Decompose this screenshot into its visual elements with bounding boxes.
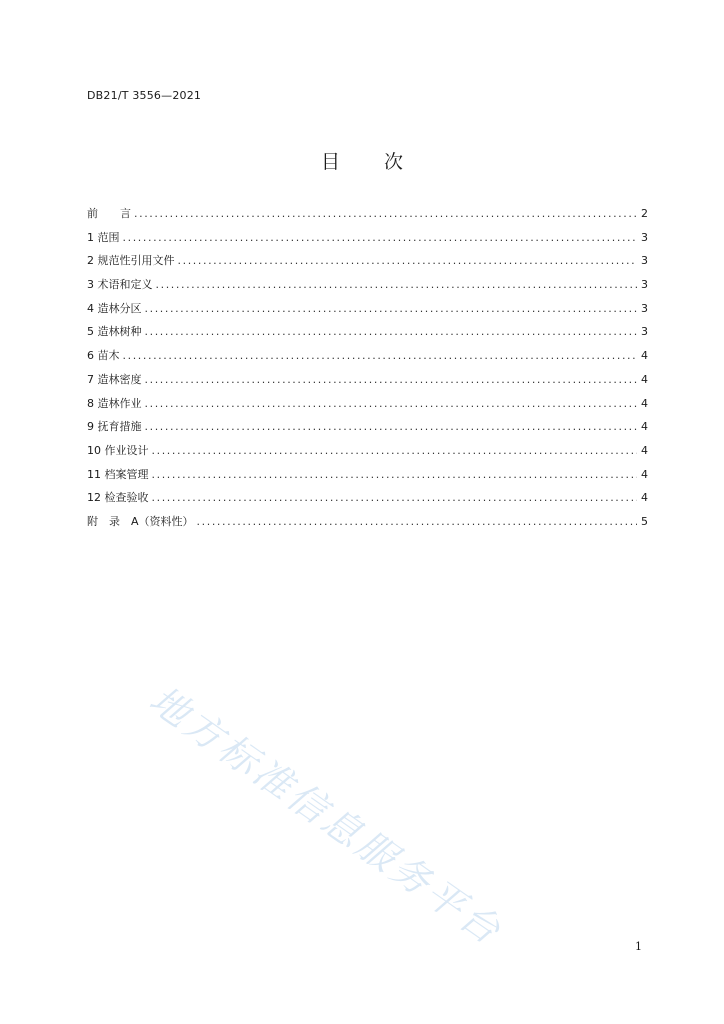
toc-entry-seedlings[interactable] xyxy=(87,344,648,368)
toc-entry-afforestation-zoning[interactable] xyxy=(87,297,648,321)
dot-leader xyxy=(123,344,638,368)
toc-label: 2 规范性引用文件 xyxy=(87,254,175,268)
page-number: 1 xyxy=(635,940,642,953)
title-char-2: 次 xyxy=(384,151,404,173)
toc-entry-operation-design[interactable] xyxy=(87,439,648,463)
toc-label: 5 造林树种 xyxy=(87,325,142,339)
dot-leader xyxy=(152,439,638,463)
toc-entry-afforestation-operation[interactable] xyxy=(87,392,648,416)
document-id: DB21/T 3556—2021 xyxy=(87,89,202,102)
watermark: 地方标准信息服务平台 xyxy=(141,677,511,955)
toc-entry-inspection-acceptance[interactable] xyxy=(87,486,648,510)
toc-label: 9 抚育措施 xyxy=(87,420,142,434)
dot-leader xyxy=(178,249,638,273)
toc-label: 10 作业设计 xyxy=(87,443,149,457)
toc-page-number: 5 xyxy=(641,514,648,528)
dot-leader xyxy=(152,463,638,487)
toc-page-number: 4 xyxy=(641,372,648,386)
toc-page-number: 3 xyxy=(641,278,648,292)
dot-leader xyxy=(145,320,638,344)
toc-page-number: 4 xyxy=(641,349,648,363)
toc-label: 附 录 A（资料性） xyxy=(87,514,194,528)
toc-label: 8 造林作业 xyxy=(87,396,142,410)
toc-entry-planting-density[interactable] xyxy=(87,368,648,392)
toc-label: 1 范围 xyxy=(87,230,120,244)
toc-entry-normative-references[interactable] xyxy=(87,249,648,273)
dot-leader xyxy=(123,226,638,250)
toc-label: 6 苗木 xyxy=(87,349,120,363)
toc-entry-tending-measures[interactable] xyxy=(87,415,648,439)
toc-page-number: 3 xyxy=(641,325,648,339)
toc-page-number: 2 xyxy=(641,207,648,220)
toc-page-number: 4 xyxy=(641,420,648,434)
toc-label: 4 造林分区 xyxy=(87,301,142,315)
toc-page-number: 4 xyxy=(641,443,648,457)
toc-entry-scope[interactable] xyxy=(87,226,648,250)
toc-entry-terms-definitions[interactable] xyxy=(87,273,648,297)
toc-label: 12 检查验收 xyxy=(87,491,149,505)
toc-page-number: 4 xyxy=(641,467,648,481)
toc-entry-appendix-a[interactable] xyxy=(87,510,648,534)
table-of-contents xyxy=(87,202,648,534)
toc-page-number: 4 xyxy=(641,491,648,505)
toc-page-number: 3 xyxy=(641,301,648,315)
toc-page-number: 3 xyxy=(641,230,648,244)
toc-label: 前 言 xyxy=(87,207,131,220)
toc-page-number: 4 xyxy=(641,396,648,410)
dot-leader xyxy=(145,368,638,392)
toc-entry-tree-species[interactable] xyxy=(87,320,648,344)
toc-entry-archive-management[interactable] xyxy=(87,463,648,487)
toc-label: 3 术语和定义 xyxy=(87,278,153,292)
title-char-1: 目 xyxy=(320,151,340,173)
toc-label: 7 造林密度 xyxy=(87,372,142,386)
toc-label: 11 档案管理 xyxy=(87,467,149,481)
dot-leader xyxy=(145,392,638,416)
page-title xyxy=(0,147,724,174)
dot-leader xyxy=(145,415,638,439)
dot-leader xyxy=(156,273,638,297)
dot-leader xyxy=(197,510,637,534)
toc-entry-foreword[interactable] xyxy=(87,202,648,226)
dot-leader xyxy=(152,486,638,510)
dot-leader xyxy=(134,202,637,226)
dot-leader xyxy=(145,297,638,321)
toc-page-number: 3 xyxy=(641,254,648,268)
